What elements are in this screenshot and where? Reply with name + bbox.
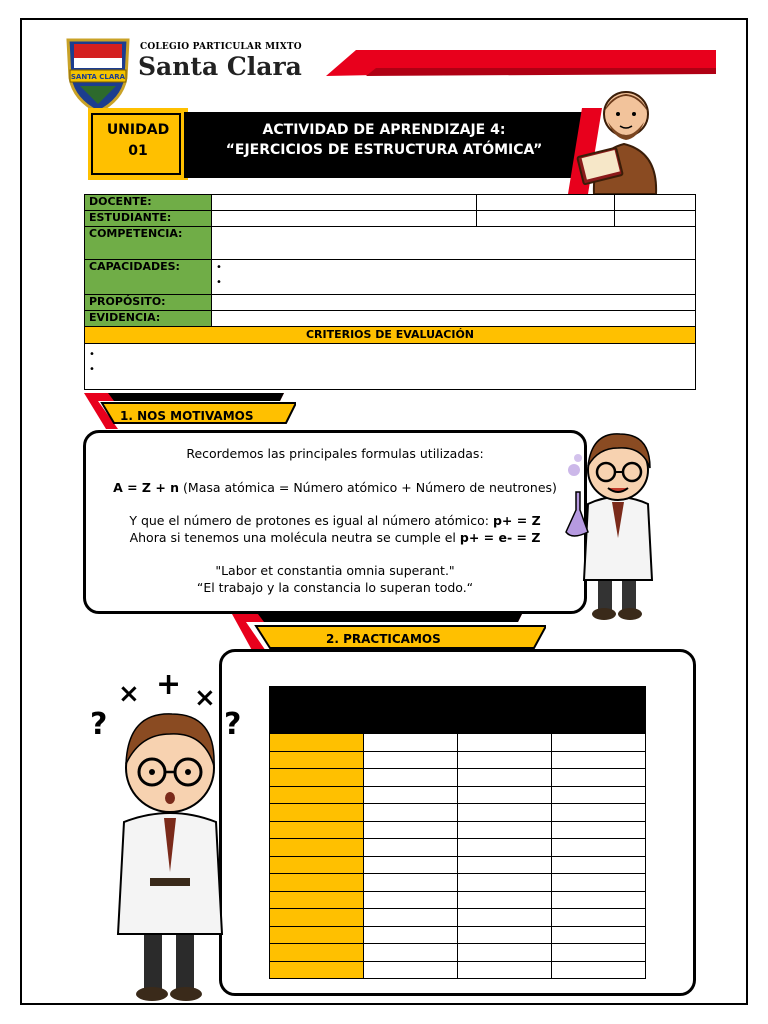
table-answer-cell[interactable] bbox=[364, 734, 458, 752]
scientist-flask-illustration bbox=[562, 418, 680, 622]
header-red-stripe bbox=[326, 46, 716, 78]
table-row bbox=[270, 786, 646, 804]
criteria-header: CRITERIOS DE EVALUACIÓN bbox=[85, 327, 696, 344]
unit-label: UNIDAD bbox=[106, 122, 170, 138]
evidencia-field[interactable] bbox=[212, 311, 696, 327]
table-answer-cell[interactable] bbox=[552, 821, 646, 839]
table-row-label-cell bbox=[270, 874, 364, 892]
table-answer-cell[interactable] bbox=[552, 839, 646, 857]
table-answer-cell[interactable] bbox=[552, 769, 646, 787]
unit-number: 01 bbox=[128, 143, 148, 159]
table-row-label-cell bbox=[270, 944, 364, 962]
table-row-label-cell bbox=[270, 769, 364, 787]
table-answer-cell[interactable] bbox=[364, 856, 458, 874]
table-answer-cell[interactable] bbox=[552, 944, 646, 962]
table-row bbox=[270, 751, 646, 769]
formula-protons-bold: p+ = Z bbox=[492, 513, 541, 528]
table-row bbox=[270, 874, 646, 892]
table-answer-cell[interactable] bbox=[458, 786, 552, 804]
table-answer-cell[interactable] bbox=[364, 909, 458, 927]
quote-latin: "Labor et constantia omnia superant." bbox=[215, 563, 455, 578]
table-answer-cell[interactable] bbox=[552, 926, 646, 944]
section1-title: 1. NOS MOTIVAMOS bbox=[120, 409, 254, 423]
table-answer-cell[interactable] bbox=[458, 891, 552, 909]
table-answer-cell[interactable] bbox=[458, 944, 552, 962]
table-row bbox=[270, 821, 646, 839]
formula-protons-text: Y que el número de protones es igual al número atómico: bbox=[129, 513, 493, 528]
table-answer-cell[interactable] bbox=[458, 769, 552, 787]
formula-neutral-text: Ahora si tenemos una molécula neutra se cumple el bbox=[129, 529, 460, 545]
school-name: Santa Clara bbox=[138, 52, 302, 81]
table-answer-cell[interactable] bbox=[458, 909, 552, 927]
formula-neutral-bold: p+ = e- = Z bbox=[459, 529, 541, 545]
table-row-label-cell bbox=[270, 786, 364, 804]
docente-extra-field[interactable] bbox=[477, 195, 615, 211]
confused-scientist-illustration bbox=[84, 672, 256, 1002]
question-mark-icon: ? bbox=[224, 707, 242, 742]
table-header-cell bbox=[270, 687, 364, 734]
table-row bbox=[270, 891, 646, 909]
table-answer-cell[interactable] bbox=[552, 891, 646, 909]
formula-mass bbox=[86, 480, 584, 497]
estudiante-extra-field-2[interactable] bbox=[615, 211, 696, 227]
multiply-icon: × bbox=[194, 683, 216, 713]
table-row-label-cell bbox=[270, 891, 364, 909]
table-answer-cell[interactable] bbox=[458, 821, 552, 839]
info-table bbox=[84, 194, 696, 390]
table-answer-cell[interactable] bbox=[552, 909, 646, 927]
table-row bbox=[270, 734, 646, 752]
table-answer-cell[interactable] bbox=[552, 786, 646, 804]
docente-field[interactable] bbox=[212, 195, 477, 211]
table-answer-cell[interactable] bbox=[364, 786, 458, 804]
capacidades-field[interactable] bbox=[212, 260, 696, 295]
activity-title-bar bbox=[184, 112, 584, 178]
crest-text: SANTA CLARA bbox=[70, 73, 126, 81]
table-row bbox=[270, 926, 646, 944]
question-mark-icon: ? bbox=[90, 707, 108, 742]
formula-protons bbox=[86, 513, 584, 530]
table-answer-cell[interactable] bbox=[364, 839, 458, 857]
table-row-label-cell bbox=[270, 909, 364, 927]
table-row bbox=[270, 804, 646, 822]
estudiante-extra-field[interactable] bbox=[477, 211, 615, 227]
formula-neutral bbox=[86, 530, 584, 547]
table-answer-cell[interactable] bbox=[458, 874, 552, 892]
table-row bbox=[270, 856, 646, 874]
table-row bbox=[270, 909, 646, 927]
table-row bbox=[270, 944, 646, 962]
list-item: • bbox=[89, 349, 95, 360]
proposito-field[interactable] bbox=[212, 295, 696, 311]
table-answer-cell[interactable] bbox=[364, 821, 458, 839]
table-header-cell bbox=[552, 687, 646, 734]
school-subtitle: COLEGIO PARTICULAR MIXTO bbox=[140, 42, 302, 52]
activity-subtitle: “EJERCICIOS DE ESTRUCTURA ATÓMICA” bbox=[225, 142, 543, 158]
table-answer-cell[interactable] bbox=[364, 926, 458, 944]
table-row-label-cell bbox=[270, 961, 364, 979]
table-answer-cell[interactable] bbox=[552, 961, 646, 979]
table-row-label-cell bbox=[270, 751, 364, 769]
estudiante-field[interactable] bbox=[212, 211, 477, 227]
formulas-intro: Recordemos las principales formulas utilizadas: bbox=[186, 446, 484, 461]
table-answer-cell[interactable] bbox=[458, 961, 552, 979]
table-answer-cell[interactable] bbox=[552, 856, 646, 874]
competencia-field[interactable] bbox=[212, 227, 696, 260]
list-item: • bbox=[216, 262, 222, 273]
table-answer-cell[interactable] bbox=[458, 734, 552, 752]
activity-title: ACTIVIDAD DE APRENDIZAJE 4: bbox=[262, 122, 506, 138]
table-answer-cell[interactable] bbox=[458, 751, 552, 769]
table-row-label-cell bbox=[270, 734, 364, 752]
table-answer-cell[interactable] bbox=[458, 804, 552, 822]
formula-mass-desc: (Masa atómica = Número atómico + Número de neutrones) bbox=[179, 479, 557, 495]
table-header-cell bbox=[364, 687, 458, 734]
label-evidencia: EVIDENCIA: bbox=[85, 311, 212, 327]
table-header-cell bbox=[458, 687, 552, 734]
table-row-label-cell bbox=[270, 804, 364, 822]
label-competencia: COMPETENCIA: bbox=[85, 227, 212, 260]
table-answer-cell[interactable] bbox=[458, 926, 552, 944]
motivation-box bbox=[83, 430, 587, 614]
quote-spanish: “El trabajo y la constancia lo superan todo.“ bbox=[196, 579, 474, 595]
table-row bbox=[270, 769, 646, 787]
table-answer-cell[interactable] bbox=[364, 874, 458, 892]
table-answer-cell[interactable] bbox=[552, 734, 646, 752]
label-docente: DOCENTE: bbox=[85, 195, 212, 211]
table-answer-cell[interactable] bbox=[364, 804, 458, 822]
table-answer-cell[interactable] bbox=[552, 751, 646, 769]
label-capacidades: CAPACIDADES: bbox=[85, 260, 212, 295]
formula-mass-bold: A = Z + n bbox=[113, 479, 180, 495]
label-estudiante: ESTUDIANTE: bbox=[85, 211, 212, 227]
table-row bbox=[270, 839, 646, 857]
table-answer-cell[interactable] bbox=[364, 944, 458, 962]
table-row-label-cell bbox=[270, 856, 364, 874]
table-row-label-cell bbox=[270, 926, 364, 944]
school-crest-icon bbox=[64, 34, 132, 114]
practice-table bbox=[269, 686, 646, 979]
table-answer-cell[interactable] bbox=[458, 839, 552, 857]
table-answer-cell[interactable] bbox=[364, 891, 458, 909]
table-row-label-cell bbox=[270, 821, 364, 839]
friar-reading-illustration bbox=[572, 82, 676, 194]
table-answer-cell[interactable] bbox=[552, 874, 646, 892]
table-answer-cell[interactable] bbox=[552, 804, 646, 822]
table-answer-cell[interactable] bbox=[364, 751, 458, 769]
list-item: • bbox=[216, 277, 222, 288]
table-answer-cell[interactable] bbox=[458, 856, 552, 874]
table-row bbox=[270, 961, 646, 979]
table-answer-cell[interactable] bbox=[364, 769, 458, 787]
list-item: • bbox=[89, 364, 95, 375]
multiply-icon: × bbox=[118, 679, 140, 709]
criteria-field[interactable] bbox=[85, 344, 696, 390]
table-row-label-cell bbox=[270, 839, 364, 857]
plus-icon: + bbox=[156, 672, 182, 702]
table-answer-cell[interactable] bbox=[364, 961, 458, 979]
label-proposito: PROPÓSITO: bbox=[85, 295, 212, 311]
docente-extra-field-2[interactable] bbox=[615, 195, 696, 211]
section2-title: 2. PRACTICAMOS bbox=[326, 632, 441, 646]
